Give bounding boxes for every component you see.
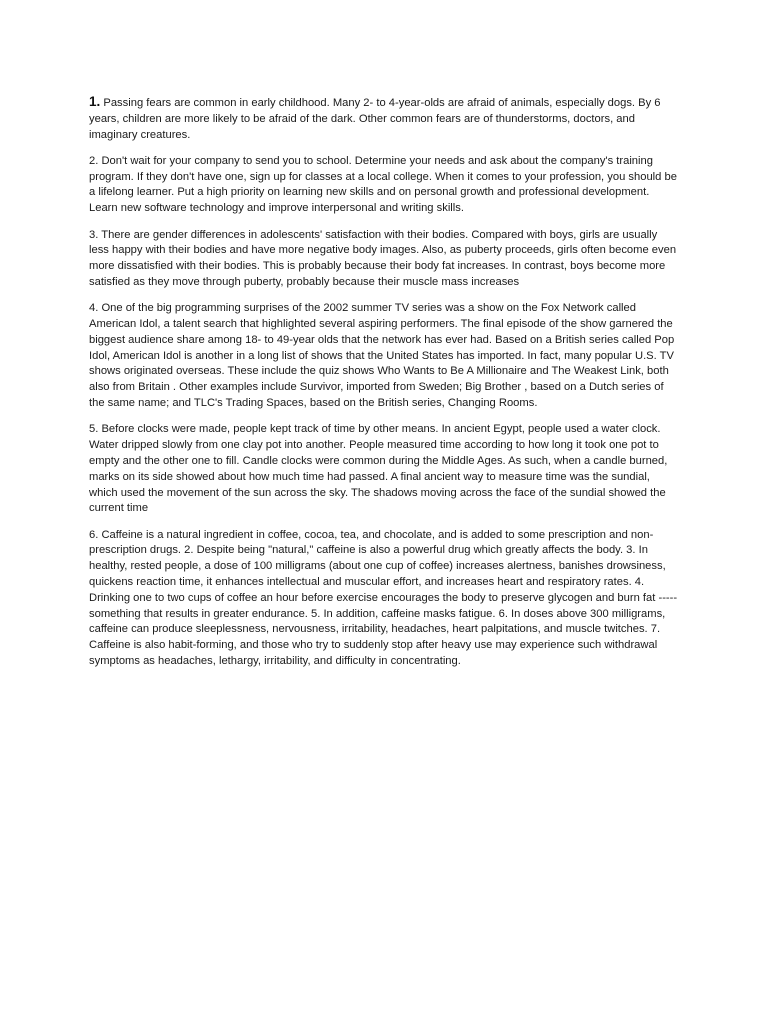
paragraph-3: 3. There are gender differences in adolescents' satisfaction with their bodies. Compared with boys, girls are usually less happy with their bodies and have more negative body images. Also, as puberty proceeds, girls often become even more dissatisfied with their bodies. This is probably because their body fat increases. In contrast, boys become more satisfied as they move through puberty, probably because their muscle mass increases: [89, 228, 677, 288]
paragraph-1: [89, 94, 679, 143]
paragraph-4: 4. One of the big programming surprises of the 2002 summer TV series was a show on the Fox Network called American Idol, a talent search that highlighted several aspiring performers. The final episode of the show garnered the biggest audience share among 18- to 49-year olds that the network has ever had. Based on a British series called Pop Idol, American Idol is another in a long list of shows that the United States has imported. In fact, many popular U.S. TV shows originated overseas. These include the quiz shows Who Wants to Be A Millionaire and The Weakest Link, both also from Britain . Other examples include Survivor, imported from Sweden; Big Brother , based on a Dutch series of the same name; and TLC's Trading Spaces, based on the British series, Changing Rooms.: [89, 302, 675, 410]
document-page: [89, 94, 679, 680]
paragraph-number: 1.: [89, 94, 101, 109]
paragraph-6: 6. Caffeine is a natural ingredient in coffee, cocoa, tea, and chocolate, and is added to some prescription and non-prescription drugs. 2. Despite being "natural," caffeine is also a powerful drug which greatly affects the body. 3. In healthy, rested people, a dose of 100 milligrams (about one cup of coffee) increases alertness, banishes drowsiness, quickens reaction time, it enhances intellectual and muscular effort, and increases heart and respiratory rates. 4. Drinking one to two cups of coffee an hour before exercise encourages the body to preserve glycogen and burn fat -----something that results in greater endurance. 5. In addition, caffeine masks fatigue. 6. In doses above 300 milligrams, caffeine can produce sleeplessness, nervousness, irritability, headaches, heart palpitations, and muscle twitches. 7. Caffeine is also habit-forming, and those who try to suddenly stop after heavy use may experience such withdrawal symptoms as headaches, lethargy, irritability, and difficulty in concentrating.: [89, 528, 678, 667]
paragraph-2: 2. Don't wait for your company to send you to school. Determine your needs and ask about the company's training program. If they don't have one, sign up for classes at a local college. When it comes to your profession, you should be a lifelong learner. Put a high priority on learning new skills and on personal growth and professional development. Learn new software technology and improve interpersonal and writing skills.: [89, 154, 677, 215]
paragraph-5: 5. Before clocks were made, people kept track of time by other means. In ancient Egypt, people used a water clock. Water dripped slowly from one clay pot into another. People measured time according to how long it took one pot to empty and the other one to fill. Candle clocks were common during the Middle Ages. As such, when a candle burned, marks on its side showed about how much time had passed. A final ancient way to measure time was the sundial, which used the movement of the sun across the sky. The shadows moving across the face of the sundial showed the current time: [89, 423, 668, 515]
paragraph-text: Passing fears are common in early childhood. Many 2- to 4-year-olds are afraid of animals, especially dogs. By 6 years, children are more likely to be afraid of the dark. Other common fears are of thunderstorms, doctors, and imaginary creatures.: [89, 97, 661, 141]
